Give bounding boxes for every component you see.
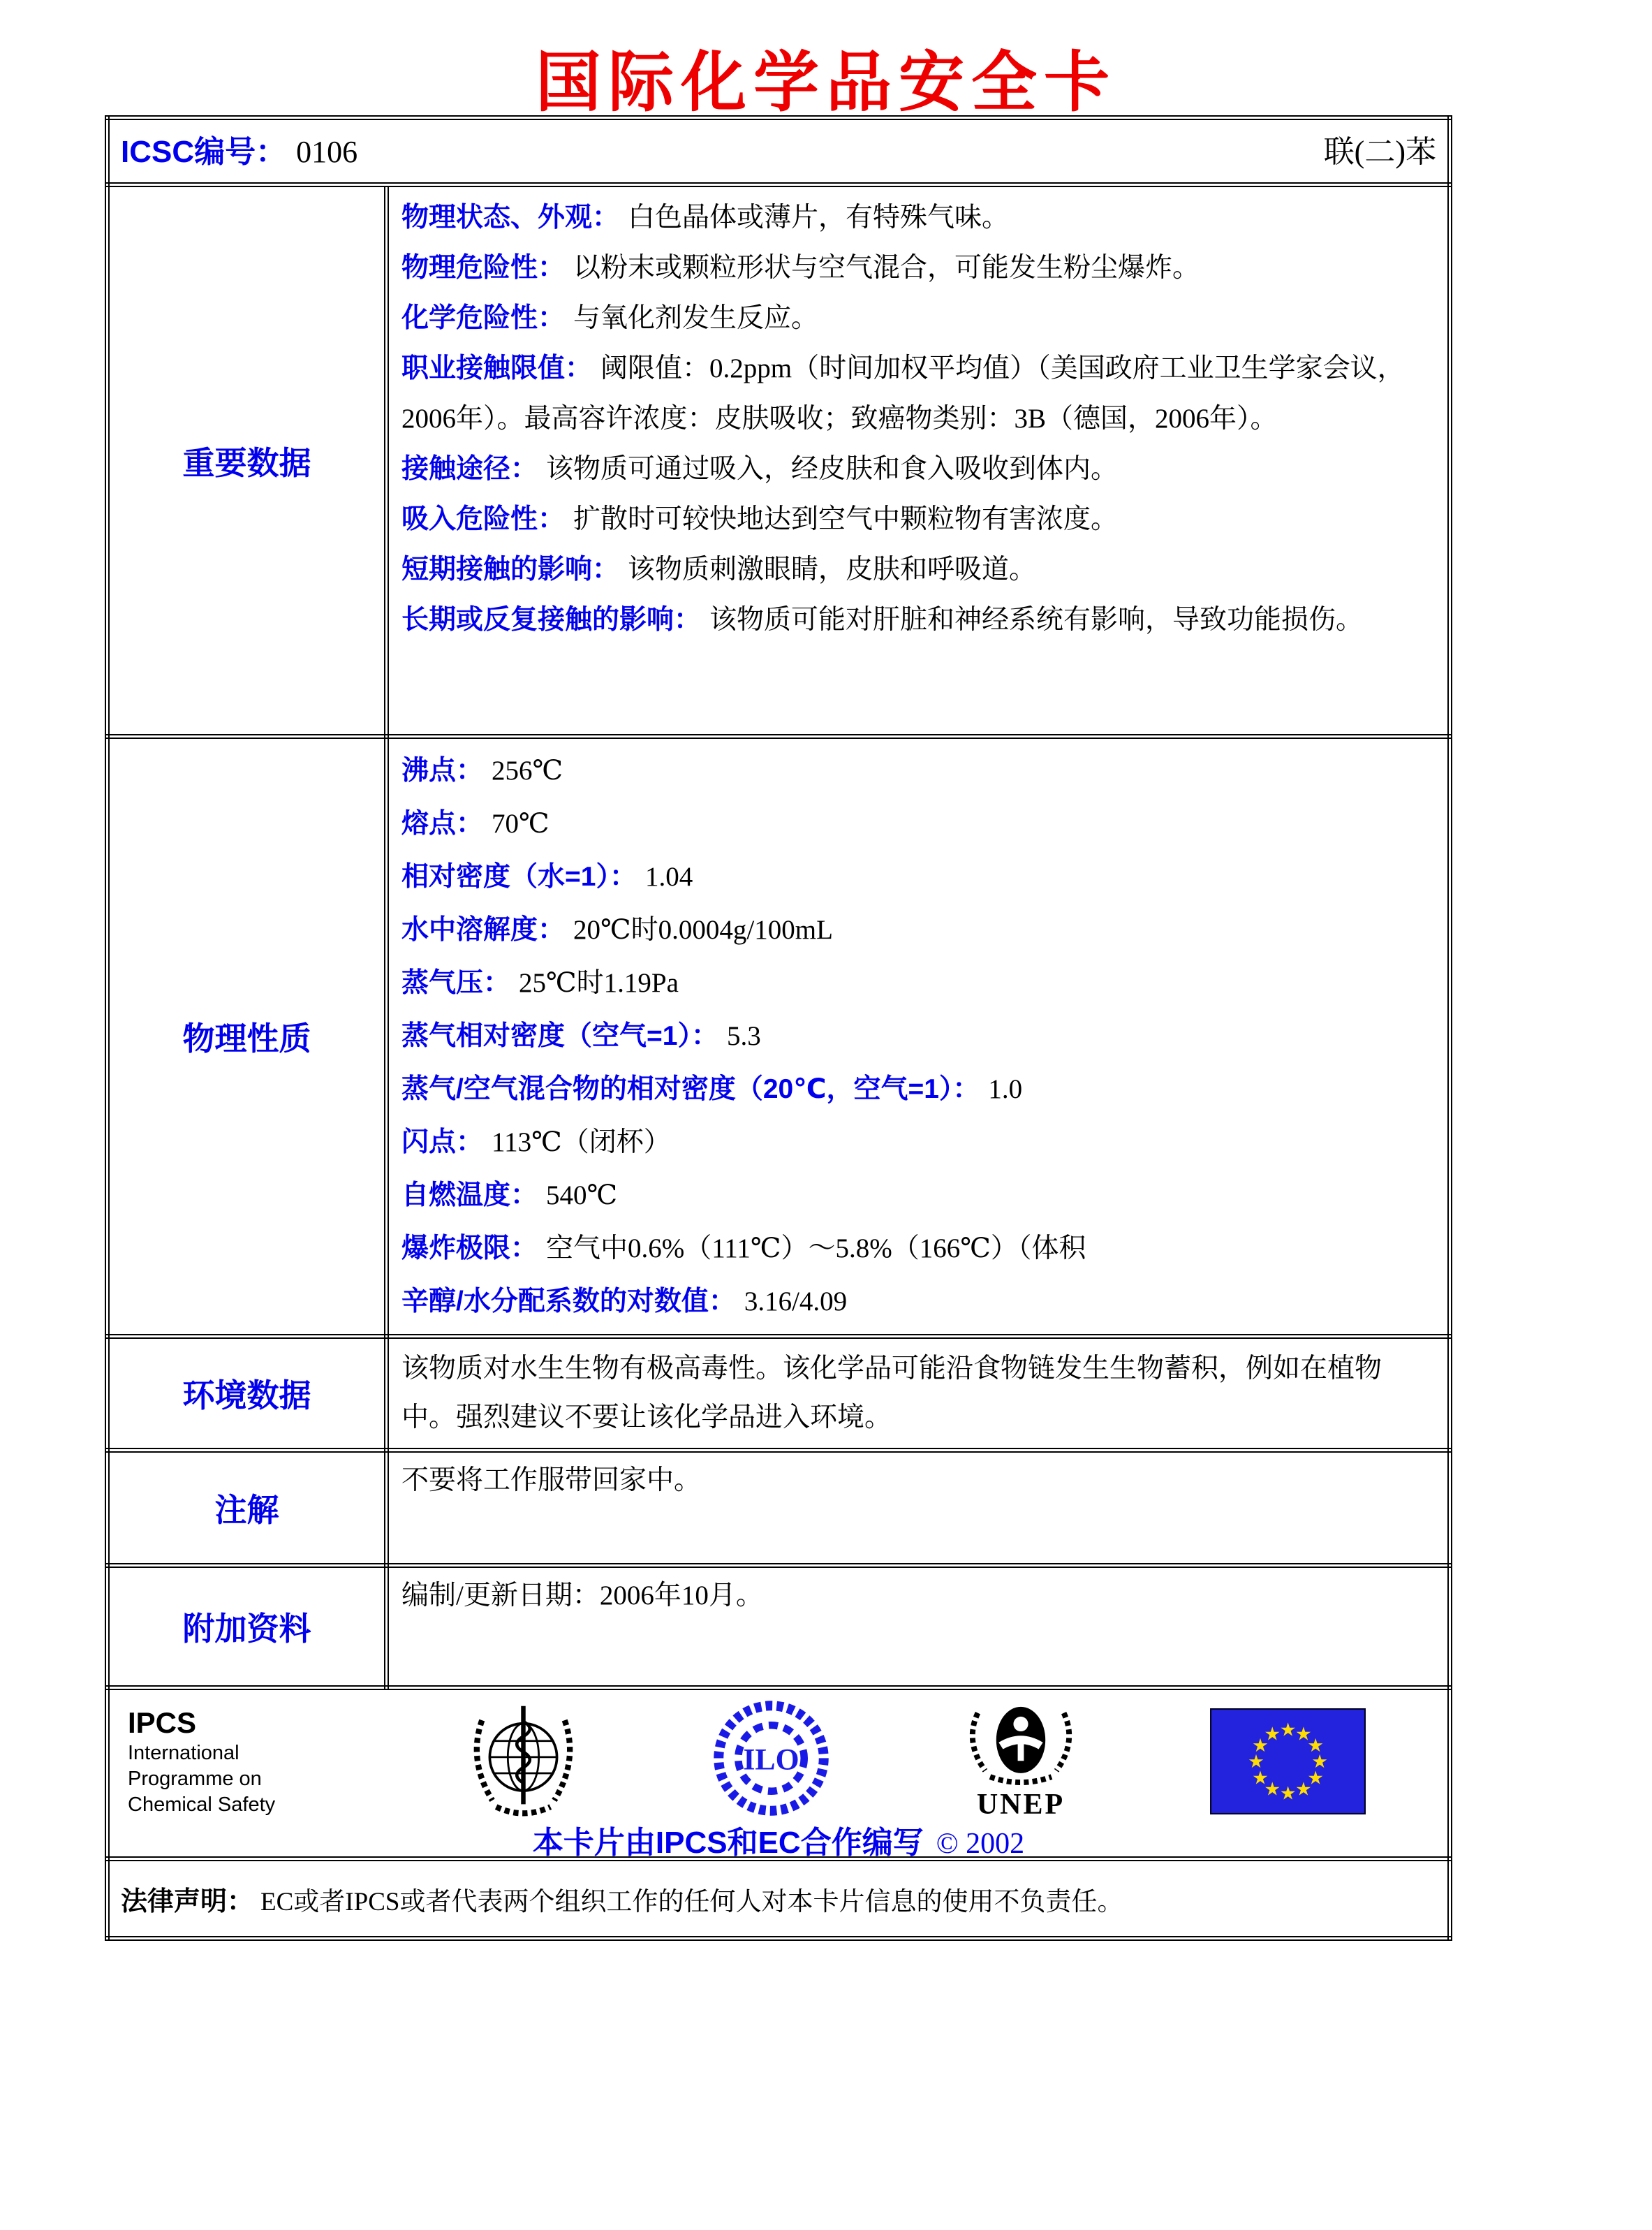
item-label: 接触途径： (401, 454, 538, 484)
physical-property-item (401, 744, 1435, 798)
physical-properties-content (387, 737, 1450, 1337)
item-label: 化学危险性： (401, 303, 566, 333)
ipcs-line: International (128, 1742, 239, 1764)
item-label: 蒸气相对密度（空气=1）： (401, 1021, 718, 1051)
section-label-important-data: 重要数据 (108, 185, 387, 737)
item-value: 白色晶体或薄片，有特殊气味。 (628, 203, 1010, 233)
physical-property-item (401, 798, 1435, 851)
legal-label: 法律声明： (121, 1887, 254, 1916)
legal-text: EC或者IPCS或者代表两个组织工作的任何人对本卡片信息的使用不负责任。 (260, 1888, 1123, 1916)
item-value: 空气中0.6%（111℃）～5.8%（166℃）（体积 (546, 1233, 1086, 1263)
cooperation-caption (110, 1817, 1447, 1862)
item-label: 相对密度（水=1）： (401, 862, 637, 892)
who-logo-icon (459, 1696, 588, 1825)
item-value: 70℃ (492, 809, 550, 839)
item-value: 该物质可能对肝脏和神经系统有影响，导致功能损伤。 (709, 605, 1364, 635)
svg-text:★: ★ (1295, 1724, 1312, 1745)
physical-property-item (401, 851, 1435, 904)
copyright-text: © 2002 (936, 1828, 1025, 1860)
item-label: 蒸气/空气混合物的相对密度（20℃，空气=1）： (401, 1074, 980, 1104)
unep-logo-block (958, 1696, 1084, 1821)
item-label: 物理状态、外观： (401, 203, 620, 233)
chemical-name: 联(二)苯 (1323, 135, 1436, 169)
header-row (108, 118, 1450, 185)
item-label: 职业接触限值： (401, 353, 593, 383)
item-value: 25℃时1.19Pa (519, 968, 679, 998)
notes-row (108, 1451, 1450, 1566)
item-label: 蒸气压： (401, 968, 511, 998)
svg-text:★: ★ (1264, 1724, 1281, 1745)
item-label: 水中溶解度： (401, 915, 566, 945)
physical-property-item (401, 1275, 1435, 1328)
item-value: 与氧化剂发生反应。 (573, 303, 819, 333)
item-label: 自燃温度： (401, 1180, 538, 1210)
environmental-data-text: 该物质对水生生物有极高毒性。该化学品可能沿食物链发生生物蓄积，例如在植物中。强烈建议不要让该化学品进入环境。 (401, 1354, 1382, 1432)
important-data-item (401, 243, 1435, 293)
ipcs-line: Programme on (128, 1768, 262, 1790)
section-label-notes: 注解 (108, 1451, 387, 1566)
important-data-item (401, 545, 1435, 595)
notes-content (387, 1451, 1450, 1566)
svg-text:★: ★ (1279, 1783, 1297, 1804)
important-data-item (401, 193, 1435, 243)
item-label: 沸点： (401, 756, 484, 786)
important-data-row (108, 185, 1450, 737)
notes-text: 不要将工作服带回家中。 (401, 1465, 702, 1495)
ipcs-line: Chemical Safety (128, 1793, 276, 1816)
item-label: 短期接触的影响： (401, 555, 620, 585)
legal-cell (108, 1859, 1450, 1939)
physical-property-item (401, 1222, 1435, 1275)
icsc-card-table (105, 115, 1452, 1941)
icsc-number-group (121, 126, 357, 171)
item-value: 1.0 (988, 1074, 1023, 1104)
item-value: 扩散时可较快地达到空气中颗粒物有害浓度。 (573, 504, 1119, 534)
item-value: 该物质刺激眼睛，皮肤和呼吸道。 (628, 555, 1037, 585)
icsc-number-label: ICSC编号： (121, 135, 287, 169)
svg-text:★: ★ (1248, 1752, 1264, 1773)
section-label-environmental-data: 环境数据 (108, 1337, 387, 1451)
unep-label: UNEP (976, 1789, 1065, 1821)
svg-text:★: ★ (1295, 1779, 1312, 1800)
item-value: 540℃ (546, 1180, 618, 1210)
item-value: 该物质可通过吸入，经皮肤和食入吸收到体内。 (546, 454, 1119, 484)
section-label-additional-info: 附加资料 (108, 1566, 387, 1688)
header-flex (110, 120, 1447, 177)
logos-row (108, 1688, 1450, 1859)
physical-properties-row (108, 737, 1450, 1337)
important-data-item (401, 293, 1435, 344)
ilo-logo-icon (710, 1697, 832, 1819)
svg-text:★: ★ (1252, 1768, 1269, 1789)
physical-property-item (401, 1116, 1435, 1169)
important-data-item (401, 595, 1435, 645)
header-cell (108, 118, 1450, 185)
item-value: 3.16/4.09 (744, 1286, 848, 1316)
environmental-data-content (387, 1337, 1450, 1451)
item-label: 吸入危险性： (401, 504, 566, 534)
item-value: 256℃ (492, 756, 563, 786)
item-label: 辛醇/水分配系数的对数值： (401, 1286, 736, 1316)
logos-wrap (110, 1690, 1447, 1860)
item-value: 20℃时0.0004g/100mL (573, 915, 833, 945)
item-value: 阈限值：0.2ppm（时间加权平均值）（美国政府工业卫生学家会议，2006年）。最高容许浓度：皮肤吸收；致癌物类别：3B（德国，2006年）。 (401, 353, 1405, 434)
physical-property-item (401, 957, 1435, 1010)
additional-info-text: 编制/更新日期：2006年10月。 (401, 1580, 763, 1611)
item-label: 长期或反复接触的影响： (401, 605, 702, 635)
item-label: 熔点： (401, 809, 484, 839)
svg-text:★: ★ (1307, 1735, 1324, 1756)
physical-property-item (401, 1169, 1435, 1222)
eu-flag-icon (1209, 1708, 1366, 1814)
important-data-item (401, 444, 1435, 494)
item-value: 以粉末或颗粒形状与空气混合，可能发生粉尘爆炸。 (573, 253, 1200, 283)
physical-property-item (401, 1063, 1435, 1116)
icsc-number-value: 0106 (296, 135, 358, 169)
additional-info-row (108, 1566, 1450, 1688)
svg-text:★: ★ (1264, 1779, 1281, 1800)
item-label: 闪点： (401, 1127, 484, 1157)
physical-property-item (401, 1010, 1435, 1063)
section-label-physical-properties: 物理性质 (108, 737, 387, 1337)
ipcs-acronym: IPCS (128, 1706, 197, 1739)
caption-text: 本卡片由IPCS和EC合作编写 (532, 1826, 924, 1860)
legal-row (108, 1859, 1450, 1939)
environmental-data-row (108, 1337, 1450, 1451)
item-value: 5.3 (726, 1021, 761, 1051)
svg-text:★: ★ (1252, 1735, 1269, 1756)
ilo-logo-text: ILO (743, 1743, 799, 1777)
item-label: 爆炸极限： (401, 1233, 538, 1263)
item-value: 1.04 (644, 862, 693, 892)
important-data-item (401, 494, 1435, 545)
physical-property-item (401, 904, 1435, 957)
important-data-content (387, 185, 1450, 737)
svg-text:★: ★ (1311, 1752, 1328, 1773)
page-title: 国际化学品安全卡 (535, 47, 1116, 119)
ipcs-text-block (128, 1705, 275, 1818)
logos-cell (108, 1688, 1450, 1859)
item-label: 物理危险性： (401, 253, 566, 283)
additional-info-content (387, 1566, 1450, 1688)
svg-text:★: ★ (1279, 1719, 1297, 1740)
item-value: 113℃（闭杯） (492, 1127, 671, 1157)
svg-text:★: ★ (1307, 1768, 1324, 1789)
important-data-item (401, 344, 1435, 444)
unep-logo-icon (958, 1696, 1084, 1788)
